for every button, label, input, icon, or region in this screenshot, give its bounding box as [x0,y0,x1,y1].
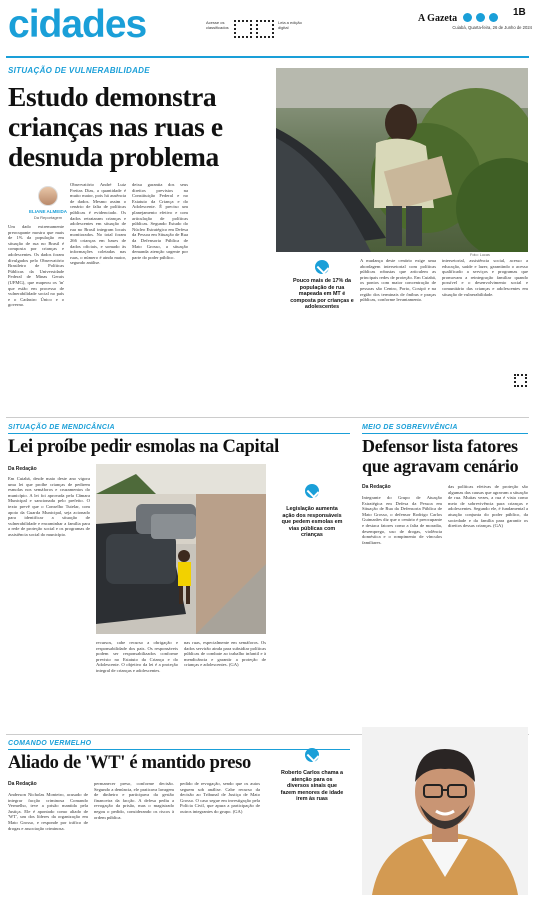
story1-col2: Observatório André Luiz Freitas Dias, a quantidade é muito maior, pois há ausência de dados. Mesmo assim o cenário de falta de políticas públicas é evidenciado. Os dados retrataram crianças e adolescentes em situação de rua no Brasil integram locais monitorados. No total foram 266 crianças em bases de dados oficiais, e somado às informações coletadas nas ruas, o número é ainda maior, segundo análise. [70,182,126,266]
story4-byline: Da Redação [8,781,37,787]
story2-col1: Em Cuiabá, desde maio deste ano vigora uma lei que proíbe crianças de pedirem esmolas nos semáforos e cruzamentos do município. A lei foi aprovada pela Câmara Municipal e sancionada pelo prefeito. O texto prevê que o Conselho Tutelar, com apoio da Guarda Municipal, seja acionado para identificar a situação de vulnerabilidade e encaminhar a família para a rede de proteção social e os programas de assistência social do município. [8,476,90,537]
story4-kicker: COMANDO VERMELHO [8,740,92,747]
classifieds-promo[interactable]: Acesse os classificados [206,20,252,46]
author-name: ELIANE ALMEIDA [28,209,68,214]
story1-col5: intersetorial, assistência social, acesso a educação, saúde e lazer, garantindo o acesso qualificado a serviços e programas que promovam a reintegração familiar quando possível e o desenvolvimento social e comunitário das crianças e adolescentes em situação de vulnerabilidade. [442,258,528,297]
story1-col3: deixa garantia dos seus direitos previstos na Constituição Federal e no Estatuto da Criança e do Adolescente. É preciso um planejamento efetivo e com articulação de políticas públicas. Segundo Estudo do Núcleo Estratégico em Defesa da Pessoa em Situação de Rua da Defensoria Pública de Mato Grosso, a situação demanda atenção urgente por parte do poder público. [132,182,188,260]
brand-logo: A Gazeta [418,8,508,22]
circle-icon [463,13,472,22]
story2-photo [96,464,266,634]
story1-kicker: SITUAÇÃO DE VULNERABILIDADE [8,66,150,75]
story1-photo [276,68,528,252]
story2-byline: Da Redação [8,466,37,472]
story4-col3: pedido de revogação, sendo que os autos seguem sob análise. Cabe recurso da decisão ao Tribunal de Justiça de Mato Grosso. O caso segue em investigação pela Polícia Civil, que apura a participação de outros integrantes do grupo. (GA) [180,781,260,814]
circle-icon [476,13,485,22]
quote-bubble-icon [305,484,319,498]
digital-edition-promo[interactable]: Leia a edição digital [256,20,308,46]
story1-headline: Estudo demonstra crianças nas ruas e desnuda problema [8,81,223,172]
story2-quote-box: Legislação aumenta ação dos responsáveis que pedem esmolas em vias públicas com crianças [280,484,344,564]
story3-col1: Integrante do Grupo de Atuação Estratégica em Defesa da Pessoa em Situação de Rua da Defensoria Pública de Mato Grosso, o defensor Rodrigo Carlos Guimarães diz que o cenário é preocupante e destaca fatores como a falta de moradia, desemprego, uso de drogas, violência doméstica e o rompimento de vínculos familiares. [362,495,442,545]
story4-col1: Anderson Nicholas Monteiro, acusado de integrar facção criminosa Comando Vermelho, teve a prisão mantida pela Justiça. Ele é apontado como aliado de 'WT', um dos líderes da organização em Mato Grosso, e responde por tráfico de drogas e associação criminosa. [8,792,88,831]
story4-quote-box: Roberto Carlos chama a atenção para os diversos sinais que fazem menores de idade irem às ruas [280,748,344,844]
story4-col2: permanecer preso, conforme decisão. Segundo a denúncia, ele praticava lavagem de dinheiro e participava da gestão financeira da facção. A defesa pediu a revogação da prisão, mas o magistrado negou o pedido, considerando os riscos à ordem pública. [94,781,174,820]
divider [6,417,529,418]
story2-kicker: SITUAÇÃO DE MENDICÂNCIA [8,424,115,431]
story3-headline: Defensor lista fatores que agravam cenário [362,436,519,476]
story2-rule [8,433,350,434]
defender-portrait-image [362,727,528,895]
story1-qr-code-icon[interactable] [514,374,527,387]
street-boy-image [96,464,266,634]
story1-col1: Um dado extremamente preocupante mostra que mais de 1% da população em situação de rua no Brasil é composta por crianças e adolescentes. Os dados foram divulgados pelo Observatório Brasileiro de Políticas Públicas da Universidade Federal de Minas Gerais (UFMG), que mapeou os 'in' que estão em processo de vulnerabilidade social no país e o Cadastro Único e o governo. [8,224,64,308]
story3-rule [362,433,528,434]
story3-byline: Da Redação [362,484,391,490]
masthead [0,0,535,58]
edition-date: Cuiabá, Quarta-feira, 26 de Junho de 2024 [452,25,532,30]
story4-photo [362,727,528,895]
quote-bubble-icon [315,260,329,274]
page-number: 1B [513,7,526,18]
story1-quote-box: Pouco mais de 17% da população de rua mapeada em MT é composta por crianças e adolescentes [290,258,354,328]
author-avatar [38,186,58,206]
story4-headline: Aliado de 'WT' é mantido preso [8,753,251,773]
section-title: cidades [8,3,147,46]
story1-photo-credit: Foto: Lucas [470,253,490,257]
story2-col3: nas ruas, especialmente em semáforos. Os dados servirão ainda para subsidiar políticas públicas de combate ao trabalho infantil e à mendicância e garantir a proteção de crianças e adolescentes. (GA) [184,640,266,668]
story2-headline: Lei proíbe pedir esmolas na Capital [8,437,279,457]
story3-col2: das políticas efetivas de proteção são algumas das causas que agravam a situação de rua. Muitas vezes, a rua é vista como meio de sobrevivência para crianças e adolescentes. Segundo ele, é fundamental a atuação conjunta do poder público, da sociedade e da família para garantir os direitos dessas crianças. (GA) [448,484,528,529]
qr-code-icon [234,20,252,38]
story2-col2: recursos, cabe recurso a obrigação e responsabilidade dos pais. Os responsáveis podem ser responsabilizados conforme previsto no Estatuto da Criança e do Adolescente. O objetivo da lei é a proteção integral de crianças e adolescentes. [96,640,178,673]
street-scene-image [276,68,528,252]
circle-icon [489,13,498,22]
story3-kicker: MEIO DE SOBREVIVÊNCIA [362,424,458,431]
story1-col4: A mudança deste cenário exige uma abordagem intersetorial com políticas públicas robustas que articulem as principais redes de proteção. Em Cuiabá, os pontos com maior concentração de pessoas são Centro, Porto, Coxipó e na região dos terminais de ônibus e praças públicas, conforme levantamento. [360,258,436,303]
author-role: Da Reportagem [33,215,63,220]
header-rule [6,56,529,58]
qr-code-icon [256,20,274,38]
quote-bubble-icon [305,748,319,762]
